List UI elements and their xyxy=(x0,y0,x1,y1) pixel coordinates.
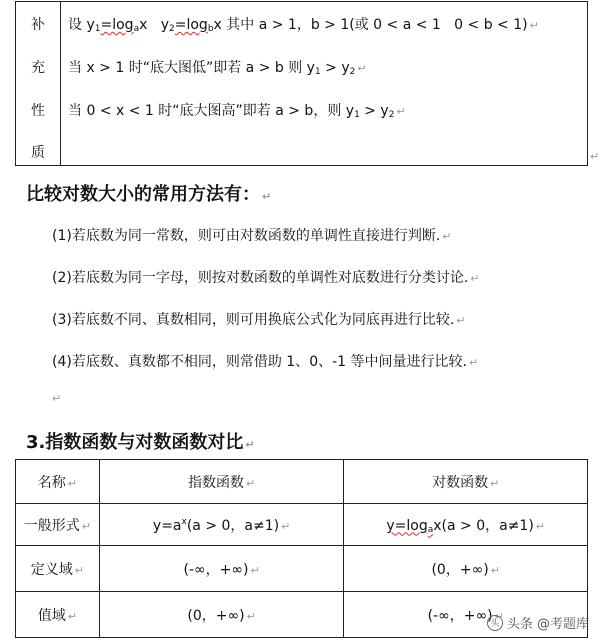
method-item-4: (4)若底数、真数都不相同，则常借助 1、0、-1 等中间量进行比较. ↵ xyxy=(52,354,479,370)
cell-exp-domain: (-∞，+∞) ↵ xyxy=(99,546,344,592)
cell-exp-range: (0，+∞) ↵ xyxy=(99,592,344,638)
supplement-row-2: 当 x > 1 时“底大图低”即若 a > b 则 $y_1 > y_2$ ↵ xyxy=(68,60,367,77)
side-char: 性 xyxy=(31,103,45,119)
method-item-2: (2)若底数为同一字母，则按对数函数的单调性对底数进行分类讨论. ↵ xyxy=(52,270,480,286)
table-header-row xyxy=(16,460,588,504)
watermark-text: 头条 @考题库 xyxy=(506,617,589,632)
row-label: 一般形式 ↵ xyxy=(16,504,100,546)
table-row xyxy=(16,546,588,592)
header-cell: 指数函数 ↵ xyxy=(99,460,344,504)
supplement-table xyxy=(15,1,588,166)
paragraph-mark: ↵ xyxy=(357,62,367,75)
cell-log-form: $y=\log_ax(a > 0$，a≠1) ↵ xyxy=(344,504,588,546)
supplement-row-1: 设 $y_1=\log_ax$ $y_2=\log_bx$ 其中 a > 1，b > 1(或 0 < a < 1 0 < b < 1) ↵ xyxy=(68,17,539,34)
watermark xyxy=(487,613,589,632)
row-label: 定义域 ↵ xyxy=(16,546,100,592)
side-char: 质 xyxy=(31,145,45,161)
cell-log-domain: (0，+∞) ↵ xyxy=(344,546,588,592)
cell-end-mark: ↵ xyxy=(590,150,600,163)
side-char: 补 xyxy=(31,17,45,33)
cell-exp-form: $y=a^x(a > 0$，a≠1) ↵ xyxy=(99,504,344,546)
method-item-3: (3)若底数不同、真数相同，则可用换底公式化为同底再进行比较. ↵ xyxy=(52,312,466,328)
paragraph-mark: ↵ xyxy=(396,105,406,118)
header-cell: 对数函数 ↵ xyxy=(344,460,588,504)
toutiao-logo-icon: 头 xyxy=(487,615,503,631)
supplement-row-3: 当 0 < x < 1 时“底大图高”即若 a > b，则 $y_1 > y_2$ ↵ xyxy=(68,103,406,120)
row-label: 值域 ↵ xyxy=(16,592,100,638)
section-3-heading: 3.指数函数与对数函数对比 ↵ xyxy=(26,432,255,453)
empty-paragraph-mark: ↵ xyxy=(52,392,62,405)
table-divider xyxy=(60,2,61,165)
paragraph-mark: ↵ xyxy=(529,19,539,32)
table-row xyxy=(16,504,588,546)
cell-log-range: (-∞，+∞) ↵ xyxy=(344,592,588,638)
method-item-1: (1)若底数为同一常数，则可由对数函数的单调性直接进行判断. ↵ xyxy=(52,228,452,244)
function-comparison-table xyxy=(15,459,588,638)
side-char: 充 xyxy=(31,60,45,76)
compare-heading: 比较对数大小的常用方法有： ↵ xyxy=(26,184,272,205)
header-cell: 名称 ↵ xyxy=(16,460,100,504)
